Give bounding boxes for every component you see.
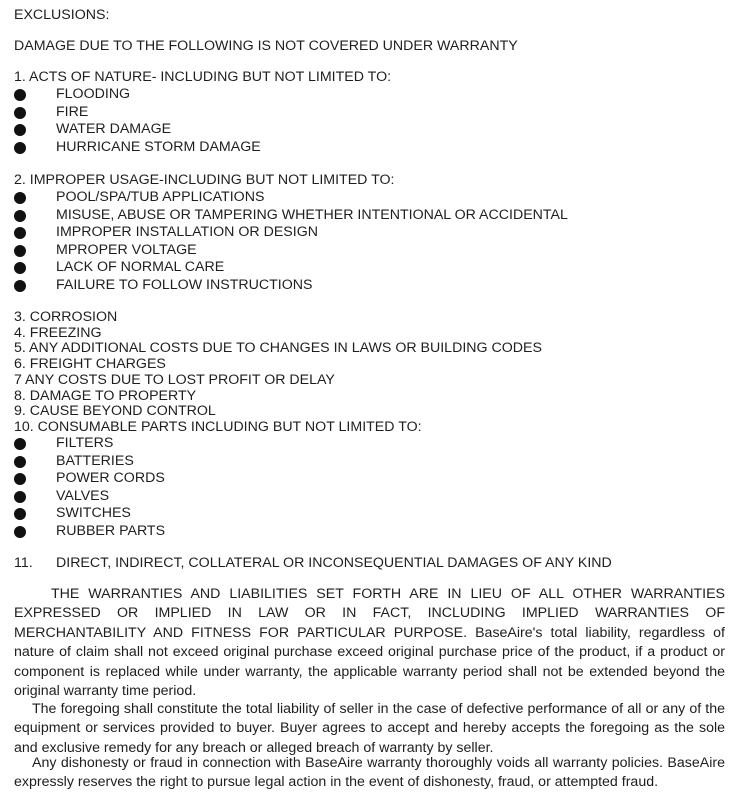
bullet-icon [14,192,26,204]
liability-paragraph: The foregoing shall constitute the total liability of seller in the case of defective performance of all or any of the equipment or services provided to buyer. Buyer agrees to accept and hereby accepts the foregoing as the sole and exclusive remedy for any breach or alleged breach of warranty by seller. [14,701,725,756]
exclusion-item-7: 7 ANY COSTS DUE TO LOST PROFIT OR DELAY [14,371,335,388]
list-item-text: WATER DAMAGE [56,121,172,137]
list-item-text: MPROPER VOLTAGE [56,241,197,258]
list-item-text: FAILURE TO FOLLOW INSTRUCTIONS [56,276,313,293]
bullet-icon [14,124,26,136]
bullet-icon [14,473,26,485]
exclusion-item-5: 5. ANY ADDITIONAL COSTS DUE TO CHANGES IN LAWS OR BUILDING CODES [14,340,542,357]
exclusion-item-9: 9. CAUSE BEYOND CONTROL [14,403,216,420]
bullet-icon [14,280,26,292]
list-item-text: FLOODING [56,86,131,102]
bullet-icon [14,89,26,101]
list-item-text: FIRE [56,103,89,120]
bullet-icon [14,227,26,239]
exclusion-item-8: 8. DAMAGE TO PROPERTY [14,387,197,404]
item-number: 11. [14,555,33,571]
list-item-text: MISUSE, ABUSE OR TAMPERING WHETHER INTENTIONAL OR ACCIDENTAL [56,206,568,223]
list-item-text: VALVES [56,487,110,504]
list-item-text: LACK OF NORMAL CARE [56,259,225,275]
fraud-paragraph: Any dishonesty or fraud in connection with BaseAire warranty thoroughly voids all warranty policies. BaseAire expressly reserves the right to pursue legal action in the event of dishonesty, fraud, or attempted fraud. [14,755,725,791]
bullet-icon [14,438,26,450]
exclusion-item-4: 4. FREEZING [14,324,102,341]
list-item-text: IMPROPER INSTALLATION OR DESIGN [56,224,318,240]
bullet-icon [14,491,26,503]
bullet-icon [14,262,26,274]
exclusions-heading: EXCLUSIONS: [14,7,110,23]
list-item-text: HURRICANE STORM DAMAGE [56,138,261,155]
bullet-icon [14,508,26,520]
bullet-icon [14,456,26,468]
bullet-icon [14,107,26,119]
bullet-icon [14,245,26,257]
list-item-text: RUBBER PARTS [56,522,166,539]
section-1-title: 1. ACTS OF NATURE- INCLUDING BUT NOT LIMITED TO: [14,69,392,85]
section-2-title: 2. IMPROPER USAGE-INCLUDING BUT NOT LIMITED TO: [14,172,395,188]
exclusion-item-3: 3. CORROSION [14,309,118,325]
item-text: DIRECT, INDIRECT, COLLATERAL OR INCONSEQUENTIAL DAMAGES OF ANY KIND [56,555,612,571]
section-10-title: 10. CONSUMABLE PARTS INCLUDING BUT NOT LIMITED TO: [14,418,422,435]
warranty-disclaimer-paragraph: THE WARRANTIES AND LIABILITIES SET FORTH ARE IN LIEU OF ALL OTHER WARRANTIES EXPRESSED OR IMPLIED IN LAW OR IN FACT, INCLUDING IMPLIED WARRANTIES OF MERCHANTABILITY AND FITNESS FOR PARTICULAR PURPOSE. BaseAire's total liability, regardless of nature of claim shall not exceed original purchase exceed original purchase price of the product, if a product or component is replaced while under warranty, the applicable warranty period shall not be extended beyond the original warranty time period. [14,586,725,700]
bullet-icon [14,142,26,154]
bullet-icon [14,210,26,222]
list-item-text: POOL/SPA/TUB APPLICATIONS [56,189,265,205]
exclusions-subheading: DAMAGE DUE TO THE FOLLOWING IS NOT COVERED UNDER WARRANTY [14,38,518,54]
list-item-text: BATTERIES [56,452,134,469]
list-item-text: POWER CORDS [56,470,165,486]
list-item-text: FILTERS [56,435,114,451]
bullet-icon [14,526,26,538]
list-item-text: SWITCHES [56,505,131,521]
exclusion-item-6: 6. FREIGHT CHARGES [14,356,166,373]
